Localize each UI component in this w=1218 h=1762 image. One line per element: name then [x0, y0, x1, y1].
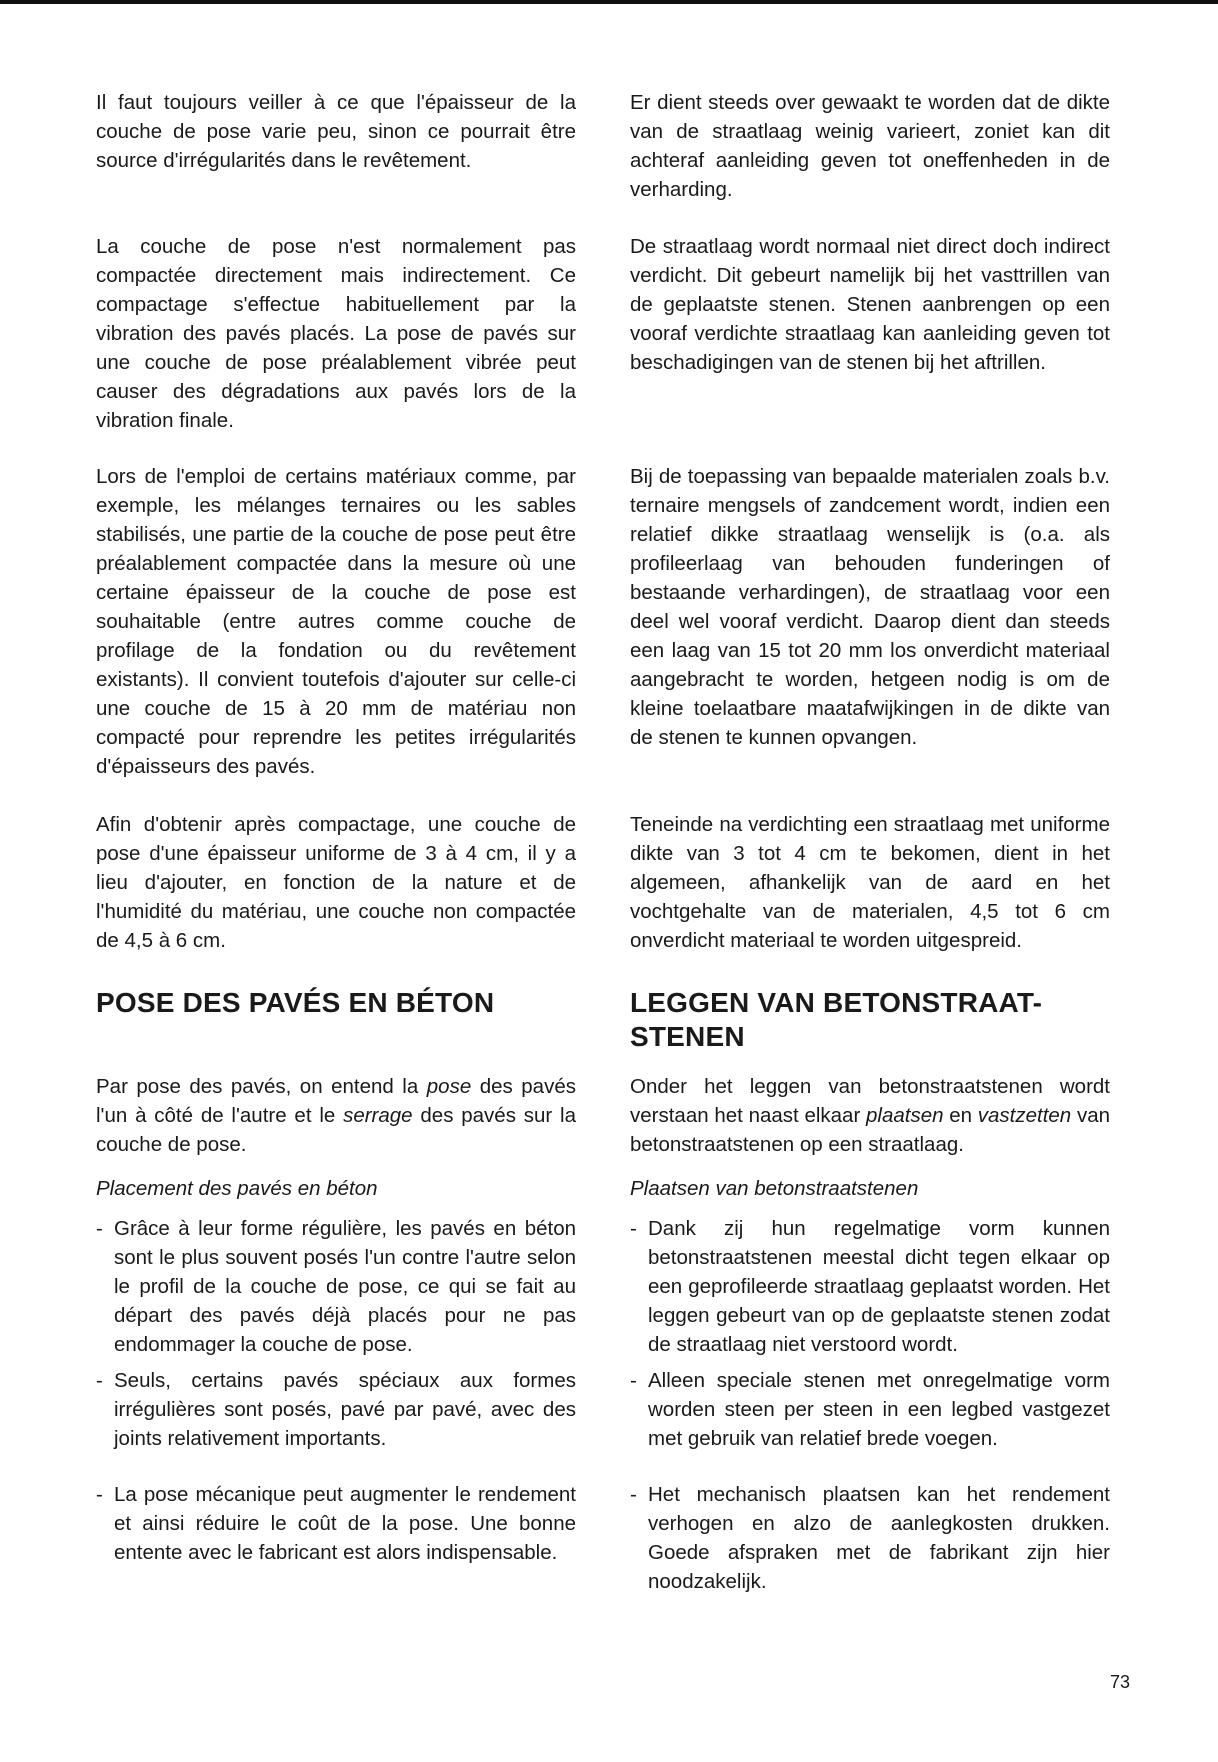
fr-paragraph-1: Il faut toujours veiller à ce que l'épaisseur de la couche de pose varie peu, sinon ce pourrait être source d'irrégularités dans le revêtement.: [96, 91, 576, 172]
fr-intro-paragraph: Par pose des pavés, on entend la pose des pavés l'un à côté de l'autre et le serrage des pavés sur la couche de pose.: [96, 1075, 576, 1156]
fr-subheading: Placement des pavés en béton: [96, 1177, 378, 1200]
fr-paragraph-4: Afin d'obtenir après compactage, une couche de pose d'une épaisseur uniforme de 3 à 4 cm, il y a lieu d'ajouter, en fonction de la nature et de l'humidité du matériau, une couche non compactée de 4,5 à 6 cm.: [96, 813, 576, 952]
fr-list-item: - La pose mécanique peut augmenter le rendement et ainsi réduire le coût de la pose. Une bonne entente avec le fabricant est alors indispensable.: [96, 1483, 576, 1564]
nl-paragraph-3: Bij de toepassing van bepaalde materialen zoals b.v. ternaire mengsels of zandcement wordt, indien een relatief dikke straatlaag wenselijk is (o.a. als profileerlaag van behouden funderingen of bestaande verhardingen), de straatlaag voor een deel wel vooraf verdicht. Daarop dient dan steeds een laag van 15 tot 20 mm los onverdicht materiaal aangebracht te worden, hetgeen nodig is om de kleine toelaatbare maatafwijkingen in de dikte van de stenen te kunnen opvangen.: [630, 465, 1110, 749]
fr-list-item: - Seuls, certains pavés spéciaux aux formes irrégulières sont posés, pavé par pavé, avec des joints relativement importants.: [96, 1369, 576, 1450]
nl-list-item: - Alleen speciale stenen met onregelmatige vorm worden steen per steen in een legbed vastgezet met gebruik van relatief brede voegen.: [630, 1369, 1110, 1450]
fr-paragraph-3: Lors de l'emploi de certains matériaux comme, par exemple, les mélanges ternaires ou les sables stabilisés, une partie de la couche de pose peut être préalablement compactée dans la mesure où une certaine épaisseur de la couche de pose est souhaitable (entre autres comme couche de profilage de la fondation ou du revêtement existants). Il convient toutefois d'ajouter sur celle-ci une couche de 15 à 20 mm de matériau non compacté pour reprendre les petites irrégularités d'épaisseurs des pavés.: [96, 465, 576, 778]
nl-intro-paragraph: Onder het leggen van betonstraatstenen wordt verstaan het naast elkaar plaatsen en vastzetten van betonstraatstenen op een straatlaag.: [630, 1075, 1110, 1156]
fr-paragraph-2: La couche de pose n'est normalement pas compactée directement mais indirectement. Ce compactage s'effectue habituellement par la vibration des pavés placés. La pose de pavés sur une couche de pose préalablement vibrée peut causer des dégradations aux pavés lors de la vibration finale.: [96, 235, 576, 432]
nl-paragraph-4: Teneinde na verdichting een straatlaag met uniforme dikte van 3 tot 4 cm te bekomen, dient in het algemeen, afhankelijk van de aard en het vochtgehalte van de materialen, 4,5 tot 6 cm onverdicht materiaal te worden uitgespreid.: [630, 813, 1110, 952]
nl-section-heading: LEGGEN VAN BETONSTRAAT- STENEN: [630, 987, 1043, 1052]
nl-paragraph-2: De straatlaag wordt normaal niet direct doch indirect verdicht. Dit gebeurt namelijk bij het vasttrillen van de geplaatste stenen. Stenen aanbrengen op een vooraf verdichte straatlaag kan aanleiding geven tot beschadigingen van de stenen bij het aftrillen.: [630, 235, 1110, 374]
nl-list-item: - Het mechanisch plaatsen kan het rendement verhogen en alzo de aanlegkosten drukken. Goede afspraken met de fabrikant zijn hier noodzakelijk.: [630, 1483, 1110, 1593]
top-rule: [0, 0, 1218, 4]
fr-list-item: - Grâce à leur forme régulière, les pavés en béton sont le plus souvent posés l'un contre l'autre selon le profil de la couche de pose, ce qui se fait au départ des pavés déjà placés pour ne pas endommager la couche de pose.: [96, 1217, 576, 1356]
page-number: 73: [1109, 1672, 1130, 1692]
nl-paragraph-1: Er dient steeds over gewaakt te worden dat de dikte van de straatlaag weinig varieert, zoniet kan dit achteraf aanleiding geven tot oneffenheden in de verharding.: [630, 91, 1110, 201]
nl-list-item: - Dank zij hun regelmatige vorm kunnen betonstraatstenen meestal dicht tegen elkaar op een geprofileerde straatlaag geplaatst worden. Het leggen gebeurt van op de geplaatste stenen zodat de straatlaag niet verstoord wordt.: [630, 1217, 1110, 1356]
nl-subheading: Plaatsen van betonstraatstenen: [630, 1177, 919, 1200]
fr-section-heading: POSE DES PAVÉS EN BÉTON: [96, 987, 495, 1018]
